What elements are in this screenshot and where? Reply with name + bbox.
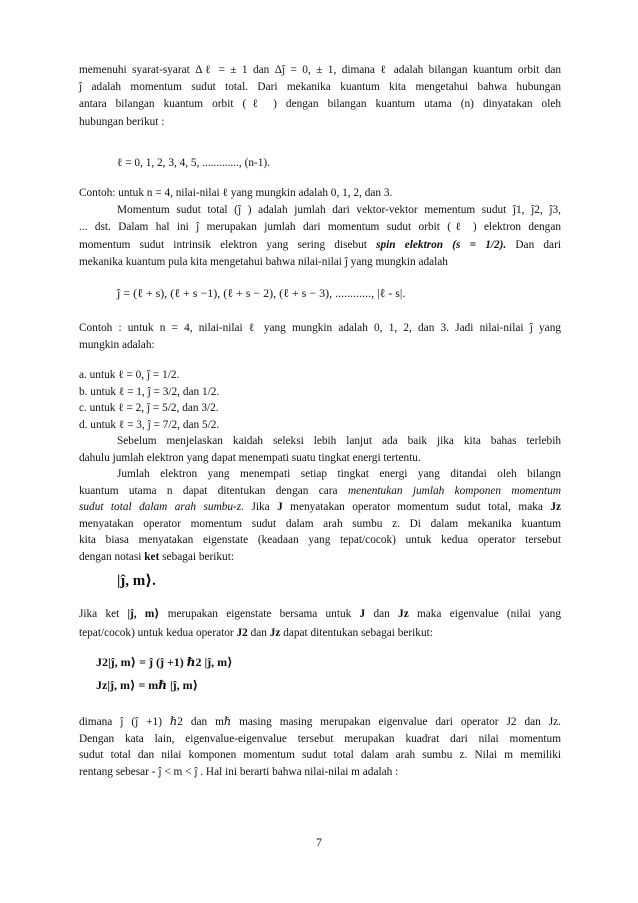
- text-line: Contoh : untuk n = 4, nilai-nilai ℓ yang mungkin adalah 0, 1, 2, dan 3. Jadi nilai-nilai ĵ yang: [79, 322, 561, 334]
- text-line: memenuhi syarat-syarat Δℓ = ± 1 dan Δĵ = 0, ± 1, dimana ℓ adalah bilangan kuantum orbit dan: [79, 64, 561, 76]
- paragraph-eigenvalue-meaning: [79, 714, 561, 780]
- paragraph-electron-count: [79, 466, 561, 566]
- text-segment: Jika ket: [79, 608, 128, 620]
- paragraph-before-explaining: [79, 433, 561, 466]
- operator-jz: Jz: [398, 608, 409, 620]
- text-line: hubungan berikut :: [79, 115, 165, 128]
- list-item: c. untuk ℓ = 2, ĵ = 5/2, dan 3/2.: [79, 402, 219, 415]
- text-line: mungkin adalah:: [79, 339, 155, 352]
- text-segment: merupakan eigenstate bersama untuk: [159, 608, 360, 620]
- text-line: mekanika kuantum pula kita mengetahui bahwa nilai-nilai ĵ yang mungkin adalah: [79, 255, 448, 268]
- text-segment: tepat/cocok) untuk kedua operator: [79, 627, 237, 639]
- text-line: dimana ĵ (ĵ +1) ℏ2 dan mℏ masing masing merupakan eigenvalue dari operator J2 dan Jz.: [79, 716, 561, 728]
- text-segment: maka eigenvalue (nilai yang: [408, 608, 561, 620]
- paragraph-eigenstate: [79, 605, 561, 643]
- text-segment: dan: [365, 608, 399, 620]
- text-line: [79, 549, 561, 566]
- text-line: [79, 237, 561, 254]
- text-line: Momentum sudut total (ĵ ) adalah jumlah dari vektor-vektor mementum sudut ĵ1, ĵ2, ĵ3,: [117, 204, 561, 217]
- text-line: sudut total dan nilai komponen momentum sudut total dalam arah sumbu z. Nilai m memiliki: [79, 749, 561, 762]
- text-line: Dengan kata lain, eigenvalue-eigenvalue tersebut merupakan kuadrat dari nilai momentum: [79, 732, 561, 745]
- ket-inline: |ĵ, m⟩: [127, 608, 160, 620]
- paragraph-example: [79, 320, 561, 354]
- text-line: Contoh: untuk n = 4, nilai-nilai ℓ yang mungkin adalah 0, 1, 2, dan 3.: [79, 187, 393, 199]
- text-segment: kuantum utama n dapat ditentukan dengan cara: [79, 484, 338, 497]
- equation-j-values: ĵ = (ℓ + s), (ℓ + s −1), (ℓ + s − 2), (ℓ + s − 3), ............, |ℓ - s|.: [117, 286, 406, 300]
- paragraph-total-angular-momentum: [79, 185, 561, 271]
- list-item: b. untuk ℓ = 1, ĵ = 3/2, dan 1/2.: [79, 385, 220, 398]
- text-line: kita biasa menyatakan eigenstate (keadaan yang tepat/cocok) untuk kedua operator tersebut: [79, 534, 561, 547]
- ket-notation: |ĵ, m⟩.: [117, 573, 156, 589]
- text-segment: momentum sudut intrinsik elektron yang sering disebut: [79, 238, 367, 251]
- equation-jz-eigenvalue: Jz|ĵ, m⟩ = mℏ |ĵ, m⟩: [96, 678, 199, 692]
- text-line: Sebelum menjelaskan kaidah seleksi lebih lanjut ada baik jika kita bahas terlebih: [117, 435, 561, 447]
- spin-term: spin elektron (s = 1/2).: [376, 238, 507, 251]
- page-number: 7: [316, 837, 322, 849]
- text-segment: dengan notasi: [79, 550, 145, 563]
- text-segment: dapat ditentukan sebagai berikut:: [280, 627, 433, 639]
- text-segment: Jika: [244, 501, 278, 514]
- text-line: Jumlah elektron yang menempati setiap tingkat energi yang ditandai oleh bilangn: [117, 468, 561, 480]
- operator-jz: Jz: [550, 501, 561, 514]
- equation-l-values: ℓ = 0, 1, 2, 3, 4, 5, ............., (n-1).: [117, 157, 270, 169]
- text-line: ĵ adalah momentum sudut total. Dari mekanika kuantum kita mengetahui bahwa hubungan: [79, 81, 561, 94]
- example-list: [79, 367, 561, 433]
- text-line: [79, 605, 561, 624]
- text-line: [79, 483, 561, 500]
- text-line: rentang sebesar - ĵ < m < ĵ . Hal ini berarti bahwa nilai-nilai m adalah :: [79, 765, 399, 778]
- ket-term: ket: [144, 550, 160, 563]
- operator-jz: Jz: [269, 627, 281, 639]
- text-line: antara bilangan kuantum orbit (ℓ ) dengan bilangan kuantum utama (n) dinyatakan oleh: [79, 98, 561, 111]
- equation-j2-eigenvalue: J2|ĵ, m⟩ = ĵ (ĵ +1) ℏ2 |ĵ, m⟩: [96, 655, 233, 669]
- text-segment: sebagai berikut:: [159, 550, 234, 563]
- text-segment: Dan dari: [506, 238, 561, 251]
- text-line: menyatakan operator momentum sudut dalam arah sumbu z. Di dalam mekanika kuantum: [79, 517, 561, 530]
- list-item: a. untuk ℓ = 0, ĵ = 1/2.: [79, 369, 180, 381]
- italic-phrase: menentukan jumlah komponen momentum: [347, 484, 562, 497]
- operator-j: J: [277, 501, 283, 514]
- text-line: dahulu jumlah elektron yang dapat menempati suatu tingkat energi tertentu.: [79, 451, 421, 464]
- text-line: [79, 624, 561, 643]
- operator-j: J: [359, 608, 366, 620]
- text-segment: dan: [247, 627, 270, 639]
- italic-phrase: sudut total dalam arah sumbu-z.: [79, 501, 245, 514]
- operator-j2: J2: [236, 627, 248, 639]
- paragraph-selection-rules: [79, 62, 561, 131]
- text-segment: menyatakan operator momentum sudut total, maka: [282, 501, 551, 514]
- text-line: ... dst. Dalam hal ini ĵ merupakan jumlah dari momentum sudut orbit (ℓ ) elektron dengan: [79, 221, 561, 234]
- text-line: [79, 499, 561, 516]
- list-item: d. untuk ℓ = 3, ĵ = 7/2, dan 5/2.: [79, 418, 220, 431]
